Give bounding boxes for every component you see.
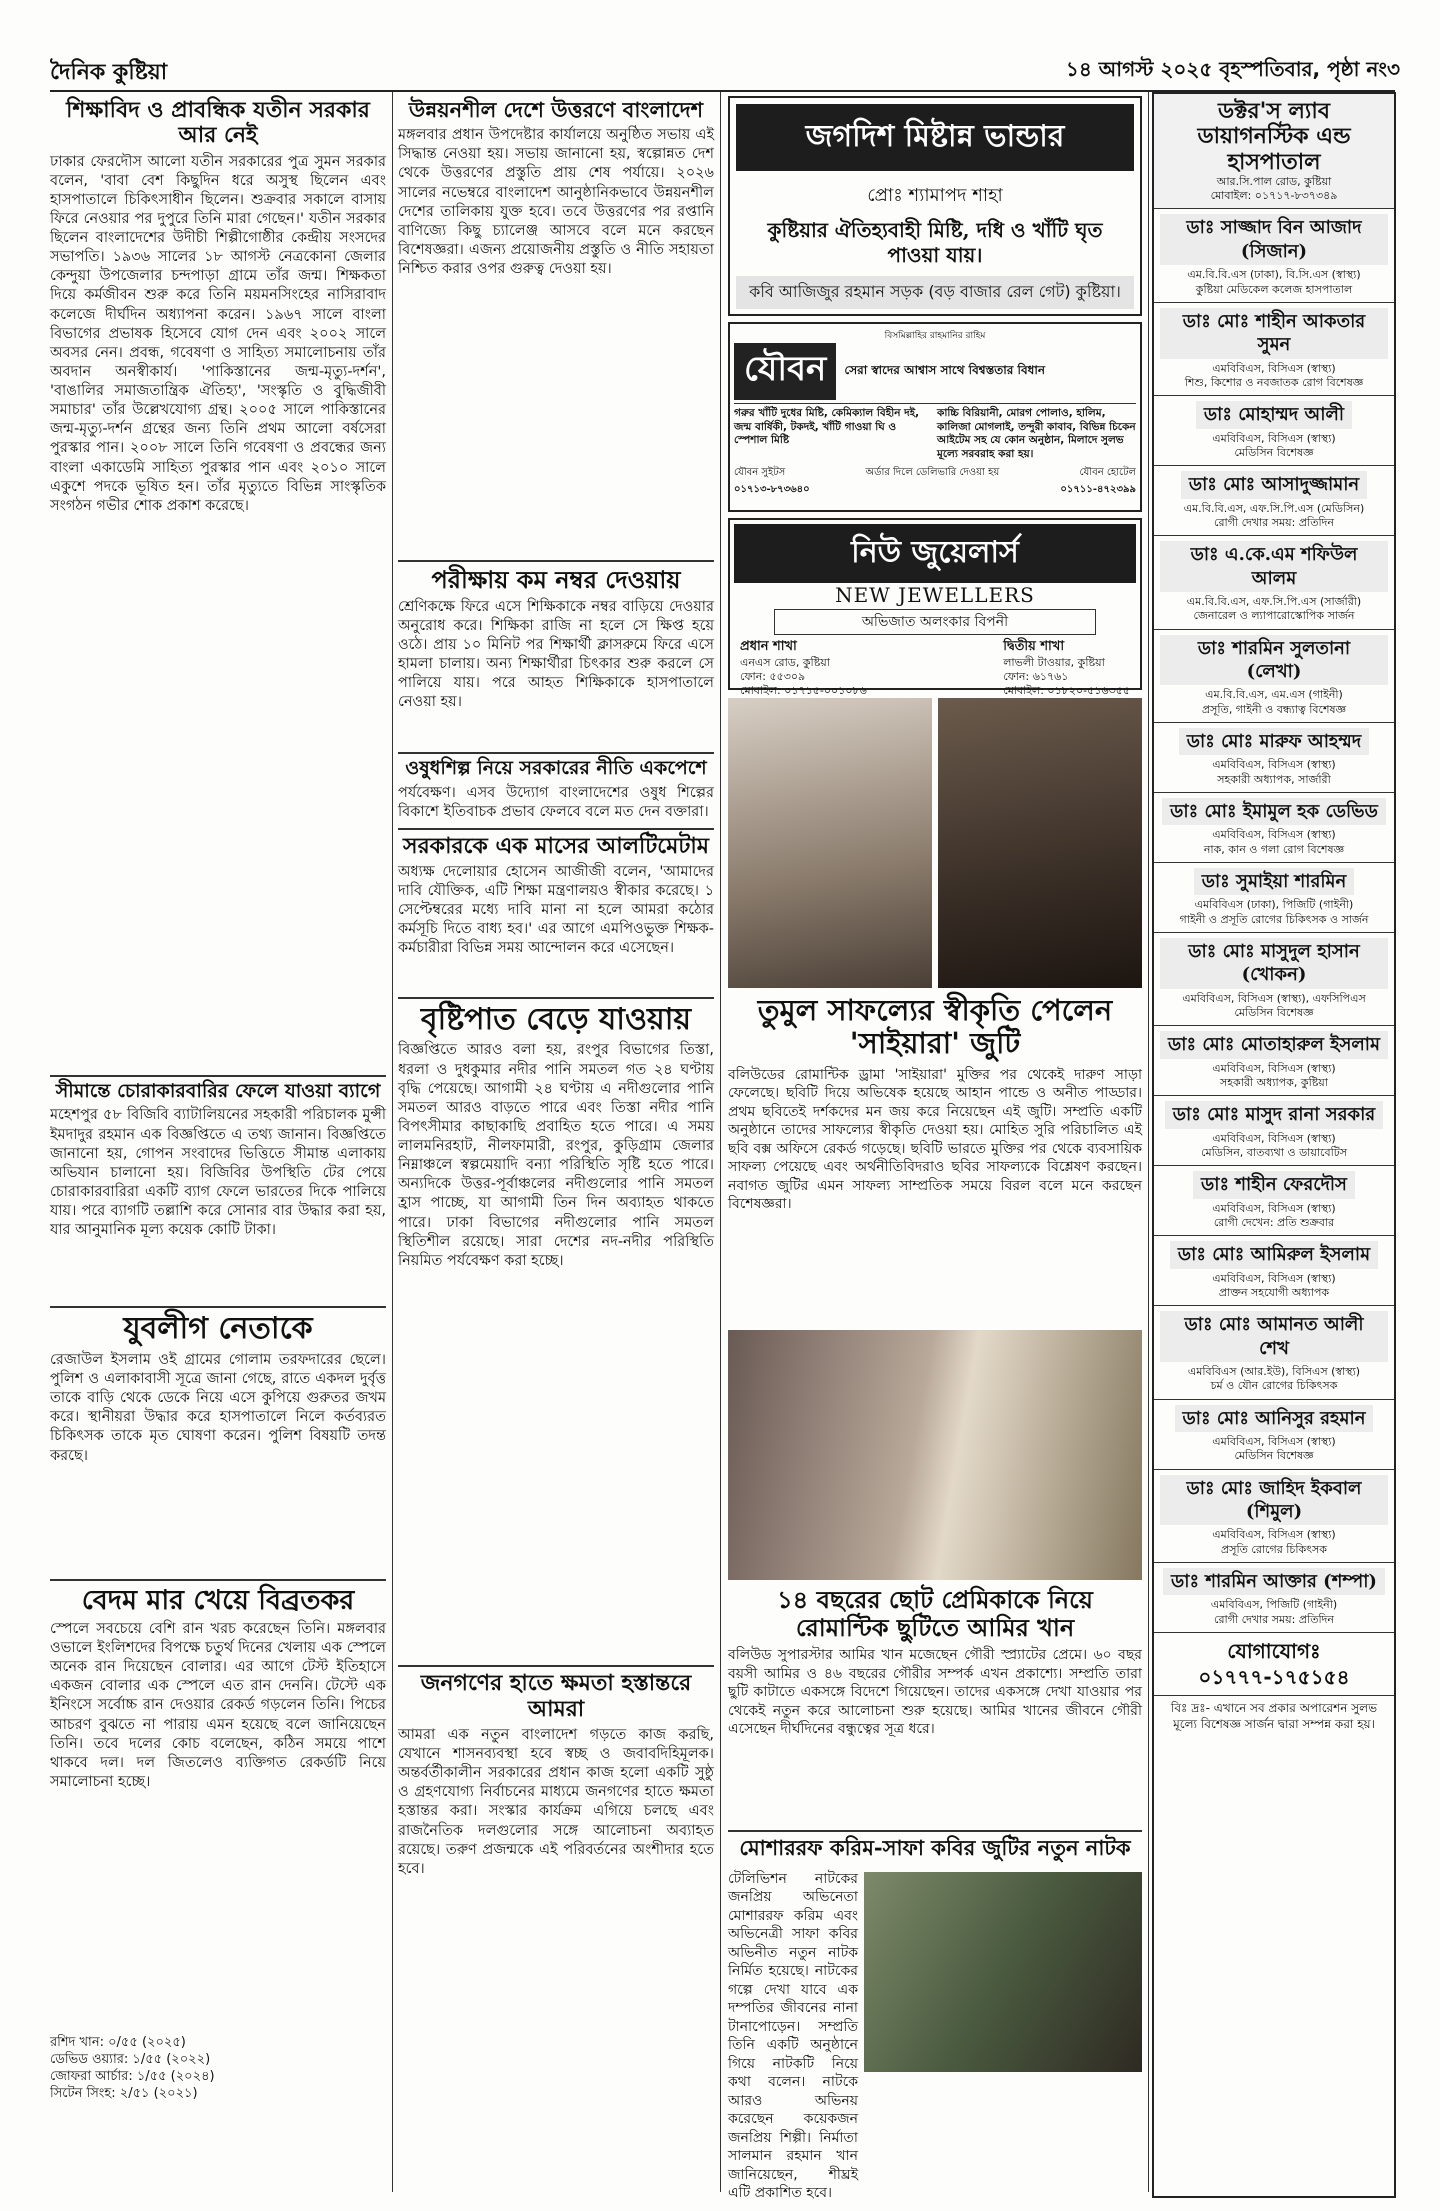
doctor-card [1154, 1166, 1394, 1236]
doctor-degree: এমবিবিএস, বিসিএস (স্বাস্থ্য) [1212, 1131, 1336, 1145]
article-body: মহেশপুর ৫৮ বিজিবি ব্যাটালিয়নের সহকারী পরিচালক মুন্সী ইমদাদুর রহমান এক বিজ্ঞপ্তিতে এ তথ্য জানান। বিজ্ঞপ্তিতে জানানো হয়, গোপন সংবাদের ভিত্তিতে সীমান্ত এলাকায় অভিযান চালানো হয়। বিজিবির উপস্থিতি টের পেয়ে চোরাকারবারিরা একটি ব্যাগ ফেলে ভারতের দিকে পালিয়ে যায়। পরে ব্যাগটি তল্লাশি করে সোনার বার উদ্ধার করা হয়, যার আনুমানিক মূল্য কয়েক কোটি টাকা। [50, 1107, 386, 1239]
article-body: বলিউড সুপারস্টার আমির খান মজেছেন গৌরী স্প্র্যাটের প্রেমে। ৬০ বছর বয়সী আমির ও ৪৬ বছরের গৌরীর সম্পর্ক এখন প্রকাশ্যে। সম্প্রতি তারা ছুটি কাটাতে একসঙ্গে বিদেশে গিয়েছেন। তাদের একসঙ্গে দেখা যাওয়ার পর থেকেই নতুন করে আলোচনা শুরু হয়েছে। আমির খানের জীবনে গৌরী এসেছেন দীর্ঘদিনের বন্ধুত্বের সূত্র ধরে। [728, 1647, 1142, 1738]
doctor-degree: এমবিবিএস (আর.ইউ), বিসিএস (স্বাস্থ্য) [1187, 1365, 1361, 1378]
ad-items: গরুর খাঁটি দুধের মিষ্টি, কেমিক্যাল বিহীন দই, জন্ম বার্ষিকী, টকদই, খাঁটি গাওয়া ঘি ও স্পেশাল মিষ্টি [734, 407, 920, 447]
article-body: অধ্যক্ষ দেলোয়ার হোসেন আজীজী বলেন, 'আমাদের দাবি যৌক্তিক, এটি শিক্ষা মন্ত্রণালয়ও স্বীকার করেছে। ১ সেপ্টেম্বরের মধ্যে দাবি মানা না হলে আমরা কঠোর কর্মসূচি দিতে বাধ্য হব।' এর আগে এমপিওভুক্ত শিক্ষক-কর্মচারীরা বিভিন্ন সময় আন্দোলন করে এসেছেন। [398, 863, 714, 957]
doctor-card [1154, 1026, 1394, 1096]
ad-services: কাচ্চি বিরিয়ানী, মোরগ পোলাও, হালিম, কালিজা মোগলাই, তন্দুরী কাবাব, বিভিন্ন চিকেন আইটেম সহ যে কোন অনুষ্ঠান, মিলাদে সুলভ মূল্যে সরবরাহ করা হয়। [937, 407, 1136, 460]
ad-title-en: NEW JEWELLERS [835, 583, 1035, 607]
doctor-info: মেডিসিন বিশেষজ্ঞ [1234, 1449, 1314, 1463]
ad-order-note: অর্ডার দিলে ডেলিভারি দেওয়া হয় [865, 466, 1000, 478]
ad-title: জগদিশ মিষ্টান্ন ভান্ডার [736, 104, 1134, 171]
doctor-degree: এমবিবিএস, বিসিএস (স্বাস্থ্য), এফসিপিএস [1182, 991, 1366, 1005]
doctor-name: ডাঃ মোঃ মারুফ আহম্মদ [1179, 728, 1369, 755]
section-divider [728, 1830, 1142, 1832]
doctor-name: ডাঃ মোঃ আমানত আলী শেখ [1160, 1311, 1388, 1362]
bowling-stats-list [50, 2034, 386, 2103]
doctor-info: শিশু, কিশোর ও নবজাতক রোগ বিশেষজ্ঞ [1184, 375, 1364, 389]
branch-title: প্রধান শাখা [740, 639, 797, 654]
doctor-name: ডাঃ মোঃ আসাদুজ্জামান [1181, 471, 1367, 498]
doctor-name: ডাঃ মোঃ আমিরুল ইসলাম [1170, 1241, 1378, 1268]
article-headline: যুবলীগ নেতাকে [123, 1311, 313, 1347]
doctor-info: প্রসূতি রোগের চিকিৎসক [1220, 1542, 1328, 1556]
doctors-directory [1152, 92, 1396, 2198]
article-headline: সরকারকে এক মাসের আলটিমেটাম [403, 832, 709, 859]
stat-line: রশিদ খান: ০/৫৫ (২০২৫) [50, 2034, 186, 2050]
photo-aamir-khan [728, 1330, 1142, 1580]
doctor-info: নাক, কান ও গলা রোগ বিশেষজ্ঞ [1203, 842, 1345, 856]
section-divider [398, 752, 714, 754]
doctor-card [1154, 209, 1394, 302]
branch-title: দ্বিতীয় শাখা [1003, 639, 1065, 654]
lab-name: ডক্টর'স ল্যাব ডায়াগনস্টিক এন্ড হাসপাতাল [1197, 98, 1351, 175]
doctor-info: রোগী দেখেন: প্রতি শুক্রবার [1213, 1215, 1335, 1229]
article-headline: বৃষ্টিপাত বেড়ে যাওয়ায় [420, 1001, 692, 1037]
doctor-name: ডাঃ মোঃ মাসুদ রানা সরকার [1165, 1101, 1383, 1128]
doctor-info: জেনারেল ও ল্যাপারোস্কোপিক সার্জন [1193, 609, 1355, 623]
doctor-degree: এমবিবিএস, বিসিএস (স্বাস্থ্য) [1212, 828, 1336, 842]
section-divider [398, 828, 714, 830]
column-2 [398, 96, 714, 2196]
doctor-degree: এম.বি.বি.এস, এফ.সি.পি.এস (সার্জারী) [1186, 594, 1362, 608]
actress-photo [728, 698, 932, 988]
doctor-info: রোগী দেখার সময়: প্রতিদিন [1214, 1612, 1334, 1626]
doctor-degree: এমবিবিএস, পিজিটি (গাইনী) [1210, 1598, 1338, 1612]
article-body: রেজাউল ইসলাম ওই গ্রামের গোলাম তরফদারের ছেলে। পুলিশ ও এলাকাবাসী সূত্রে জানা গেছে, রাতে একদল দুর্বৃত্ত তাকে বাড়ি থেকে ডেকে নিয়ে এসে কুপিয়ে গুরুতর জখম করে। স্থানীয়রা উদ্ধার করে হাসপাতালে নিলে কর্তব্যরত চিকিৎসক তাকে মৃত ঘোষণা করেন। পুলিশ বিষয়টি তদন্ত করছে। [50, 1351, 386, 1464]
article-body: টেলিভিশন নাটকের জনপ্রিয় অভিনেতা মোশাররফ করিম এবং অভিনেত্রী সাফা কবির অভিনীত নতুন নাটক নির্মিত হয়েছে। নাটকের গল্পে দেখা যাবে এক দম্পতির জীবনের নানা টানাপোড়েন। সম্প্রতি তিনি একটি অনুষ্ঠানে গিয়ে নাটকটি নিয়ে কথা বলেন। নাটকে আরও অভিনয় করেছেন কয়েকজন জনপ্রিয় শিল্পী। নির্মাতা সালমান রহমান খান জানিয়েছেন, শীঘ্রই এটি প্রকাশিত হবে। [728, 1871, 858, 2201]
ad-jewellers [728, 518, 1142, 698]
ad-mishti [728, 96, 1142, 316]
doctor-degree: এমবিবিএস, বিসিএস (স্বাস্থ্য) [1212, 1271, 1336, 1285]
article-body: মঙ্গলবার প্রধান উপদেষ্টার কার্যালয়ে অনুষ্ঠিত সভায় এই সিদ্ধান্ত নেওয়া হয়। সভায় জানানো হয়, স্বল্পোন্নত দেশ থেকে উত্তরণের প্রস্তুতি প্রায় শেষ পর্যায়ে। ২০২৬ সালের নভেম্বরে বাংলাদেশ আনুষ্ঠানিকভাবে উন্নয়নশীল দেশের তালিকায় যুক্ত হবে। তবে উত্তরণের পর রপ্তানি বাণিজ্যে কিছু চ্যালেঞ্জ আসবে বলে মনে করছেন বিশেষজ্ঞরা। এজন্য প্রয়োজনীয় প্রস্তুতি ও নীতি সহায়তা নিশ্চিত করার ওপর গুরুত্ব দেওয়া হয়। [398, 127, 714, 278]
article-aamir [728, 1586, 1142, 1826]
doctor-name: ডাঃ মোঃ ইমামুল হক ডেভিড [1162, 798, 1386, 825]
doctor-info: চর্ম ও যৌন রোগের চিকিৎসক [1210, 1379, 1338, 1393]
doctor-card [1154, 863, 1394, 933]
article-body: ঢাকার ফেরদৌস আলো যতীন সরকারের পুত্র সুমন সরকার বলেন, 'বাবা বেশ কিছুদিন ধরে অসুস্থ ছিলেন এবং হাসপাতালে চিকিৎসাধীন ছিলেন। শুক্রবার সকালে বাসায় ফিরে নেওয়ার পর দুপুরে তিনি মারা গেছেন।' যতীন সরকার ছিলেন বাংলাদেশের উদীচী শিল্পীগোষ্ঠীর কেন্দ্রীয় সংসদের সভাপতি। ১৯৩৬ সালের ১৮ আগস্ট নেত্রকোনা জেলার কেন্দুয়া উপজেলার চন্দপাড়া গ্রামে তাঁর জন্ম। শিক্ষকতা দিয়ে কর্মজীবন শুরু করে তিনি ময়মনসিংহের নাসিরাবাদ কলেজে দীর্ঘদিন অধ্যাপনা করেন। ১৯৬৭ সালে বাংলা বিভাগের প্রভাষক হিসেবে যোগ দেন এবং ২০০২ সালে অবসর নেন। প্রবন্ধ, গবেষণা ও সাহিত্য সমালোচনায় তাঁর অবদান অনস্বীকার্য। 'পাকিস্তানের জন্ম-মৃত্যু-দর্শন', 'বাঙালির সমাজতান্ত্রিক ঐতিহ্য', 'সংস্কৃতি ও বুদ্ধিজীবী সমাচার' তাঁর উল্লেখযোগ্য গ্রন্থ। ২০০৫ সালে পাকিস্তানের জন্ম-মৃত্যু-দর্শন গ্রন্থের জন্য তিনি প্রথম আলো বর্ষসেরা পুরস্কার পান। ২০০৮ সালে তিনি গবেষণা ও প্রবন্ধের জন্য বাংলা একাডেমি সাহিত্য পুরস্কার পান এবং ২০১০ সালে একুশে পদকে ভূষিত হন। তাঁর মৃত্যুতে বিভিন্ন সাংস্কৃতিক সংগঠন গভীর শোক প্রকাশ করেছে। [50, 153, 386, 514]
date-page-info: ১৪ আগস্ট ২০২৫ বৃহস্পতিবার, পৃষ্ঠা নং৩ [1065, 57, 1400, 81]
doctor-info: মেডিসিন বিশেষজ্ঞ [1234, 445, 1314, 459]
doctor-degree: এমবিবিএস, বিসিএস (স্বাস্থ্য) [1212, 431, 1336, 445]
article-body: পর্যবেক্ষণ। এসব উদ্যোগ বাংলাদেশের ওষুধ শিল্পের বিকাশে ইতিবাচক প্রভাব ফেলবে বলে মত দেন বক্তারা। [398, 784, 714, 820]
doctor-name: ডাঃ মোঃ আনিসুর রহমান [1175, 1405, 1374, 1432]
doctor-card [1154, 1306, 1394, 1399]
contact-line: যোগাযোগঃ ০১৭৭৭-১৭৫১৫৪ [1154, 1633, 1394, 1696]
section-divider [50, 1306, 386, 1308]
ad-tagline: কুষ্টিয়ার ঐতিহ্যবাহী মিষ্টি, দধি ও খাঁটি ঘৃত পাওয়া যায়। [767, 218, 1103, 267]
article-headline: জনগণের হাতে ক্ষমতা হস্তান্তরে আমরা [420, 1670, 692, 1722]
doctor-degree: এমবিবিএস, বিসিএস (স্বাস্থ্য) [1212, 1201, 1336, 1215]
column-divider [720, 92, 721, 2192]
doctor-card [1154, 793, 1394, 863]
doctor-info: প্রাক্তন সহযোগী অধ্যাপক [1218, 1285, 1330, 1299]
ad-jouban [728, 322, 1142, 512]
doctor-card [1154, 1563, 1394, 1633]
article-headline: সীমান্তে চোরাকারবারির ফেলে যাওয়া ব্যাগে [55, 1079, 381, 1102]
ad-branch: যৌবন সুইটস [734, 466, 786, 478]
doctor-name: ডাঃ সাজ্জাদ বিন আজাদ (সিজান) [1160, 214, 1388, 265]
doctor-name: ডাঃ মোঃ মাসুদুল হাসান (খোকন) [1160, 938, 1388, 989]
ad-proprietor: প্রোঃ শ্যামাপদ শাহা [867, 185, 1003, 206]
doctor-card [1154, 466, 1394, 536]
doctor-card [1154, 630, 1394, 723]
ad-address: কবি আজিজুর রহমান সড়ক (বড় বাজার রেল গেট) কুষ্টিয়া। [736, 276, 1134, 309]
branch-address: লাভলী টাওয়ার, কুষ্টিয়া [1003, 655, 1105, 669]
actor-photo [938, 698, 1142, 988]
doctor-degree: এম.বি.বি.এস, এম.এস (গাইনী) [1205, 688, 1343, 702]
branch-phone: ফোন: ৬১৭৬১ [1003, 670, 1069, 684]
doctor-card [1154, 396, 1394, 466]
article-headline: মোশাররফ করিম-সাফা কবির জুটির নতুন নাটক [739, 1835, 1131, 1860]
stat-line: জোফরা আর্চার: ১/৫৫ (২০২৪) [50, 2069, 215, 2085]
doctor-info: মেডিসিন, বাতব্যথা ও ডায়াবেটিস [1201, 1145, 1347, 1159]
ad-phone: ০১৭১১-৪৭২৩৯৯ [1060, 483, 1136, 495]
doctor-info: কুষ্টিয়া মেডিকেল কলেজ হাসপাতাল [1195, 282, 1353, 296]
lab-phone: মোবাইল: ০১৭১৭-৮৩৭৩৪৯ [1210, 189, 1338, 203]
section-divider [398, 560, 714, 562]
doctor-degree: এমবিবিএস, বিসিএস (স্বাস্থ্য) [1212, 1528, 1336, 1542]
doctor-card [1154, 933, 1394, 1026]
article-body: বলিউডের রোমান্টিক ড্রামা 'সাইয়ারা' মুক্তির পর থেকেই দারুণ সাড়া ফেলেছে। ছবিটি দিয়ে অভিষেক হয়েছে আহান পান্ডে ও অনীত পাড্ডার। প্রথম ছবিতেই দর্শকদের মন জয় করে নিয়েছেন এই জুটি। সম্প্রতি একটি অনুষ্ঠানে তাদের সাফল্যের স্বীকৃতি দেওয়া হয়। মোহিত সুরি পরিচালিত এই ছবি বক্স অফিসে রেকর্ড গড়েছে। ছবিটি ভারতে মুক্তির পর থেকে ব্যবসায়িক সাফল্য পেয়েছে এবং অর্থনীতিবিদরাও ছবির সাফল্যকে বিশ্লেষণ করছেন। নবাগত জুটির এমন সাফল্য সাম্প্রতিক সময়ে বিরল বলে মনে করছেন বিশেষজ্ঞরা। [728, 1066, 1142, 1212]
article-headline: উন্নয়নশীল দেশে উত্তরণে বাংলাদেশ [408, 97, 704, 122]
article-natok [728, 1830, 1142, 2201]
article-headline: পরীক্ষায় কম নম্বর দেওয়ায় [431, 565, 681, 595]
doctor-info: প্রসূতি, গাইনী ও বন্ধ্যাত্ব বিশেষজ্ঞ [1201, 702, 1347, 716]
article-body: শ্রেণিকক্ষে ফিরে এসে শিক্ষিকাকে নম্বর বাড়িয়ে দেওয়ার অনুরোধ করে। শিক্ষিকা রাজি না হলে সে ক্ষিপ্ত হয়ে ওঠে। প্রায় ১০ মিনিট পর শিক্ষার্থী ক্লাসরুমে ফিরে এসে হামলা চালায়। অন্য শিক্ষার্থীরা চিৎকার শুরু করলে সে পালিয়ে যায়। পরে আহত শিক্ষিকাকে হাসপাতালে নেওয়া হয়। [398, 598, 714, 711]
column-divider [1148, 92, 1149, 2192]
doctor-degree: এমবিবিএস, বিসিএস (স্বাস্থ্য) [1212, 361, 1336, 375]
lab-header [1154, 94, 1394, 209]
doctor-degree: এমবিবিএস, বিসিএস (স্বাস্থ্য) [1212, 1061, 1336, 1075]
section-divider [398, 997, 714, 999]
stat-line: সিটেন সিংহ: ২/৫১ (২০২১) [50, 2086, 198, 2102]
doctor-degree: এমবিবিএস, বিসিএস (স্বাস্থ্য) [1212, 758, 1336, 772]
doctor-degree: এম.বি.বি.এস (ঢাকা), বি.সি.এস (স্বাস্থ্য) [1187, 268, 1361, 282]
article-headline: ওষুধশিল্প নিয়ে সরকারের নীতি একপেশে [405, 756, 707, 779]
section-divider [50, 1579, 386, 1581]
column-divider [392, 92, 393, 2192]
doctor-info: সহকারী অধ্যাপক, কুষ্টিয়া [1220, 1075, 1328, 1089]
doctor-name: ডাঃ শারমিন আক্তার (শম্পা) [1163, 1568, 1385, 1595]
ad-logo-text: যৌবন [734, 343, 836, 400]
branch-mobile: মোবাইল: ০১৮২০-৫১৬৩৫৫ [1003, 684, 1130, 698]
doctor-name: ডাঃ মোহাম্মদ আলী [1196, 401, 1352, 428]
ad-phone: ০১৭১৩-৮৭৩৬৪০ [734, 483, 810, 495]
doctor-name: ডাঃ মোঃ জাহিদ ইকবাল (শিমুল) [1160, 1475, 1388, 1526]
doctor-info: সহকারী অধ্যাপক, সার্জারী [1217, 772, 1331, 786]
branch-mobile: মোবাইল: ০১৭১৫-০০১০৮৬ [740, 684, 867, 698]
article-headline: তুমুল সাফল্যের স্বীকৃতি পেলেন 'সাইয়ারা' জুটি [757, 993, 1113, 1061]
doctor-name: ডাঃ মোঃ মোতাহারুল ইসলাম [1160, 1031, 1388, 1058]
ad-tagline: সেরা স্বাদের আশ্বাস সাথে বিশ্বস্ততার বিধান [844, 362, 1046, 377]
lab-address: আর.সি.পাল রোড, কুষ্টিয়া [1216, 174, 1332, 188]
doctor-info: মেডিসিন বিশেষজ্ঞ [1234, 1005, 1314, 1019]
section-divider [398, 1665, 714, 1667]
article-body: আমরা এক নতুন বাংলাদেশ গড়তে কাজ করছি, যেখানে শাসনব্যবস্থা হবে স্বচ্ছ ও জবাবদিহিমূলক। অন্তর্বর্তীকালীন সরকারের প্রধান কাজ হলো একটি সুষ্ঠু ও গ্রহণযোগ্য নির্বাচনের মাধ্যমে জনগণের হাতে ক্ষমতা হস্তান্তর করা। সংস্কার কার্যক্রম এগিয়ে চলছে এবং রাজনৈতিক দলগুলোর সঙ্গে আলোচনা অব্যাহত রয়েছে। তরুণ প্রজন্মকে এই পরিবর্তনের অংশীদার হতে হবে। [398, 1726, 714, 1877]
ad-branch: যৌবন হোটেল [1079, 466, 1136, 478]
article-body: বিজ্ঞপ্তিতে আরও বলা হয়, রংপুর বিভাগের তিস্তা, ধরলা ও দুধকুমার নদীর পানি সমতল গত ২৪ ঘণ্টায় বৃদ্ধি পেয়েছে। আগামী ২৪ ঘণ্টায় এ নদীগুলোর পানি সমতল আরও বাড়তে পারে এবং তিস্তা নদীর পানি বিপৎসীমার কাছাকাছি প্রবাহিত হতে পারে। এ সময় লালমনিরহাট, নীলফামারী, রংপুর, কুড়িগ্রাম জেলার নিম্নাঞ্চলে স্বল্পমেয়াদি বন্যা পরিস্থিতি সৃষ্টি হতে পারে। অন্যদিকে উত্তর-পূর্বাঞ্চলের নদীগুলোর পানি সমতল হ্রাস পাচ্ছে, যা আগামী তিন দিন অব্যাহত থাকতে পারে। ঢাকা বিভাগের নদীগুলোর পানি সমতল স্থিতিশীল রয়েছে। সারা দেশের নদ-নদীর পরিস্থিতি নিয়মিত পর্যবেক্ষণ করা হচ্ছে। [398, 1042, 714, 1269]
branch-phone: ফোন: ৫৫৩০৯ [740, 670, 806, 684]
branch-address: এনএস রোড, কুষ্টিয়া [740, 655, 830, 669]
column-1 [50, 96, 386, 2196]
ad-tagline: অভিজাত অলংকার বিপনী [774, 609, 1096, 635]
stat-line: ডেভিড ওয়্যার: ১/৫৫ (২০২২) [50, 2052, 211, 2068]
doctor-card [1154, 303, 1394, 396]
doctor-card [1154, 536, 1394, 629]
doctor-name: ডাঃ শাহীন ফেরদৌস [1193, 1171, 1355, 1198]
doctor-degree: এমবিবিএস, বিসিএস (স্বাস্থ্য) [1212, 1434, 1336, 1448]
section-divider [50, 1075, 386, 1077]
doctor-list [1154, 209, 1394, 1632]
doctor-degree: এমবিবিএস (ঢাকা), পিজিটি (গাইনী) [1194, 898, 1354, 912]
article-saiyaara [728, 994, 1142, 1324]
doctor-info: রোগী দেখার সময়: প্রতিদিন [1214, 515, 1334, 529]
article-body: স্পেলে সবচেয়ে বেশি রান খরচ করেছেন তিনি। মঙ্গলবার ওভালে ইংলিশদের বিপক্ষে চতুর্থ দিনের খেলায় এক স্পেলে অনেক রান দিয়েছেন বোলার। এর আগে টেস্ট ইতিহাসে একজন বোলার এক স্পেলে এত রান দেননি। টেস্টে এক ইনিংসে সর্বোচ্চ রান দেওয়ার রেকর্ড গড়লেন তিনি। পিচের আচরণ বুঝতে না পারায় এমন হয়েছে বলে জানিয়েছেন তিনি। তবে দলের কোচ বলেছেন, কঠিন সময়ে পাশে থাকবে দল। দল জিতলেও ব্যক্তিগত রেকর্ডটি নিয়ে সমালোচনা হচ্ছে। [50, 1620, 386, 1790]
article-headline: ১৪ বছরের ছোট প্রেমিকাকে নিয়ে রোমান্টিক ছুটিতে আমির খান [777, 1585, 1093, 1642]
doctor-card [1154, 1400, 1394, 1470]
doctor-name: ডাঃ এ.কে.এম শফিউল আলম [1160, 541, 1388, 592]
doctor-name: ডাঃ শারমিন সুলতানা (লেখা) [1160, 635, 1388, 686]
doctor-card [1154, 1236, 1394, 1306]
newspaper-name: দৈনিক কুষ্টিয়া [50, 60, 168, 85]
doctor-name: ডাঃ মোঃ শাহীন আকতার সুমন [1160, 308, 1388, 359]
doctor-name: ডাঃ সুমাইয়া শারমিন [1194, 868, 1355, 895]
article-headline: বেদম মার খেয়ে বিব্রতকর [81, 1584, 355, 1616]
doctor-info: গাইনী ও প্রসূতি রোগের চিকিৎসক ও সার্জন [1179, 912, 1369, 926]
footer-note: বিঃ দ্রঃ- এখানে সব প্রকার অপারেশন সুলভ মূল্যে বিশেষজ্ঞ সার্জন দ্বারা সম্পন্ন করা হয়। [1170, 1700, 1378, 1731]
photo-saiyaara [728, 698, 1142, 988]
photo-natok-scene [864, 1872, 1142, 2072]
doctor-card [1154, 723, 1394, 793]
ad-title: নিউ জুয়েলার্স [734, 524, 1136, 583]
doctor-degree: এম.বি.বি.এস, এফ.সি.পি.এস (মেডিসিন) [1183, 501, 1365, 515]
article-headline: শিক্ষাবিদ ও প্রাবন্ধিক যতীন সরকার আর নেই [66, 97, 370, 149]
doctor-card [1154, 1096, 1394, 1166]
doctor-card [1154, 1470, 1394, 1563]
ad-header: বিসমিল্লাহির রাহমানির রাহিম [884, 331, 986, 341]
